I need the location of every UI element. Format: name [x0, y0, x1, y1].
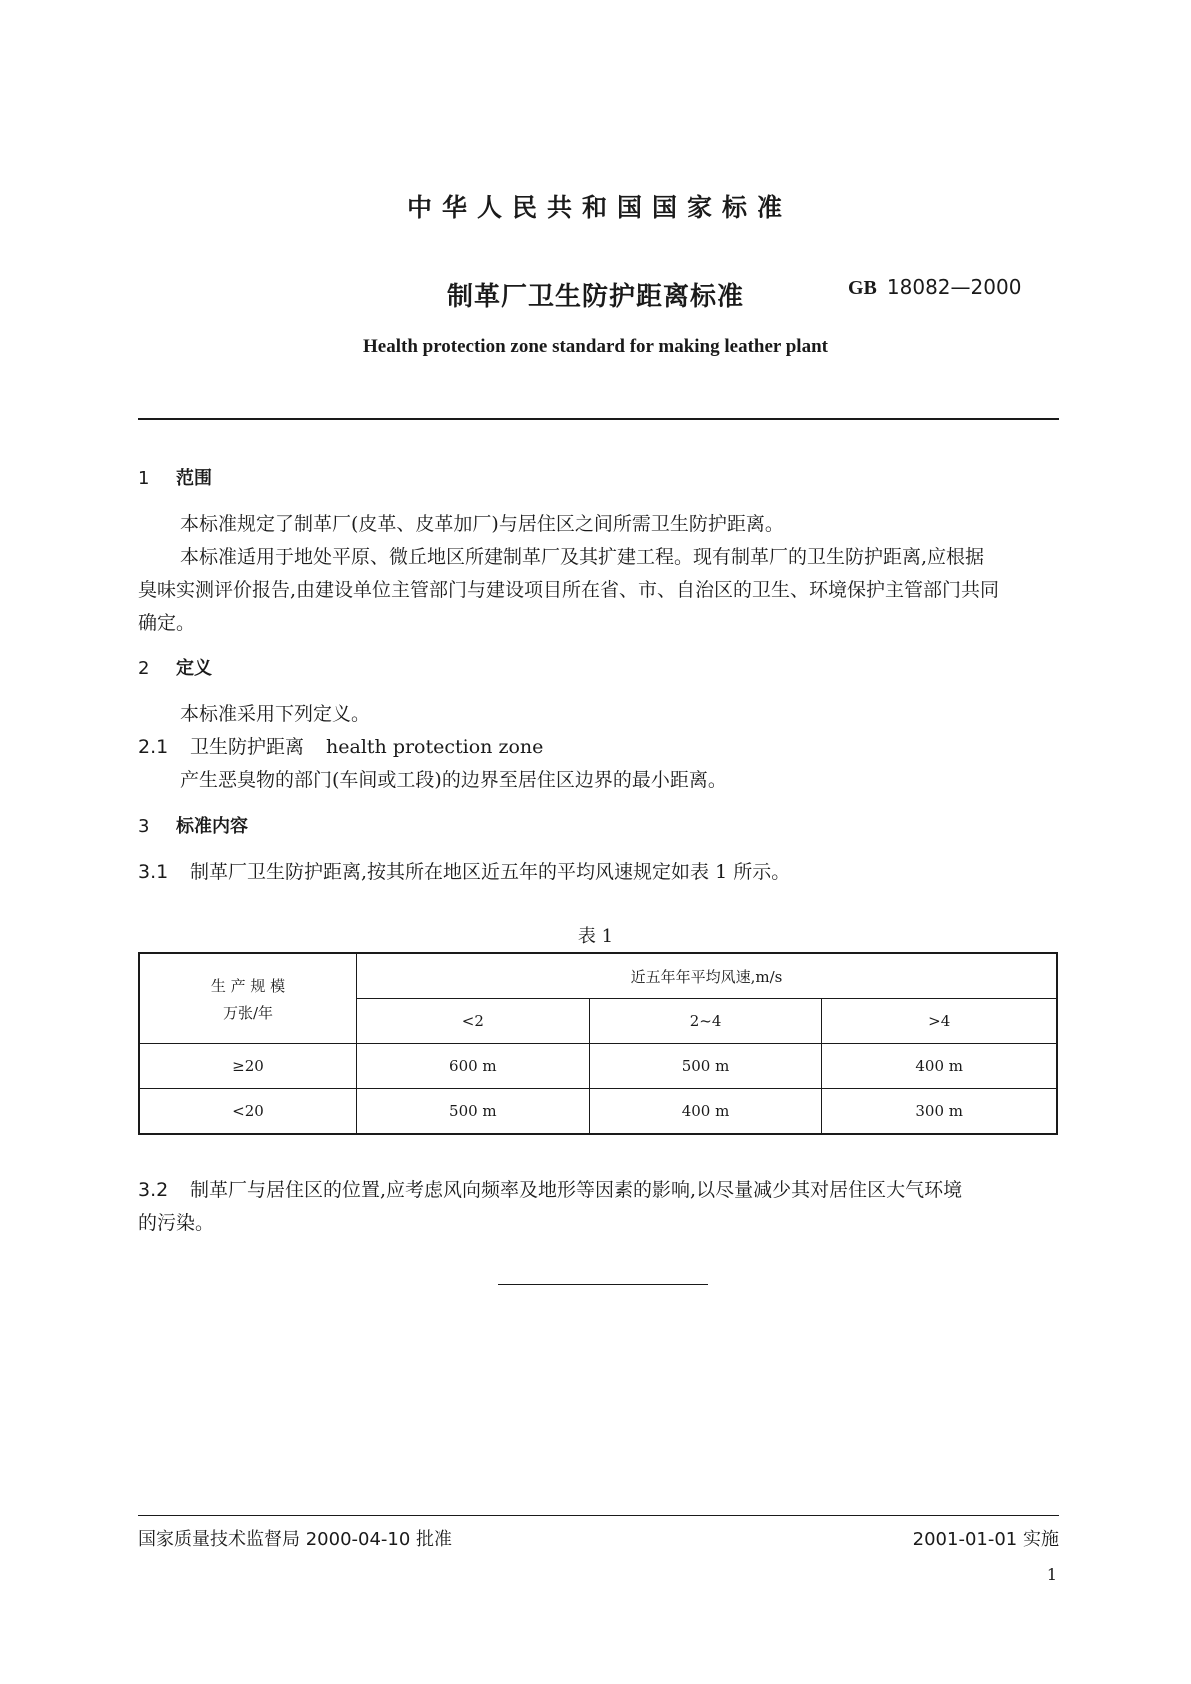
- section-1-para-2-line-2: 臭味实测评价报告,由建设单位主管部门与建设项目所在省、市、自治区的卫生、环境保护主管部门共同: [138, 579, 1000, 601]
- section-number: 1: [138, 468, 150, 489]
- wind-col-3: >4: [822, 999, 1057, 1044]
- definition-term-en: health protection zone: [326, 736, 544, 758]
- standard-code: [848, 275, 1021, 300]
- clause-3-1: [138, 856, 790, 889]
- implement-line: 2001-01-01 实施: [912, 1529, 1059, 1550]
- section-title: 定义: [176, 658, 212, 679]
- definition-text: 产生恶臭物的部门(车间或工段)的边界至居住区边界的最小距离。: [180, 769, 727, 791]
- value-cell: 500 m: [357, 1089, 590, 1135]
- clause-3-2-line-2: 的污染。: [138, 1212, 215, 1234]
- scale-cell: ≥20: [139, 1044, 357, 1089]
- table-caption: 表 1: [577, 926, 614, 947]
- approval-line: 国家质量技术监督局 2000-04-10 批准: [138, 1529, 453, 1550]
- clause-number: 3.1: [138, 861, 169, 883]
- standard-prefix: GB: [848, 277, 877, 299]
- wind-header-cell: 近五年年平均风速,m/s: [357, 953, 1058, 999]
- table-row: [139, 1089, 1057, 1135]
- header-rule: [138, 418, 1059, 420]
- definition-term: 卫生防护距离: [190, 736, 305, 758]
- scale-unit: 万张/年: [222, 1003, 274, 1022]
- clause-text: 制革厂卫生防护距离,按其所在地区近五年的平均风速规定如表 1 所示。: [190, 861, 791, 883]
- wind-col-1: <2: [357, 999, 590, 1044]
- scale-label: 生 产 规 模: [210, 976, 286, 995]
- end-rule: [498, 1284, 708, 1285]
- section-2-para-1: 本标准采用下列定义。: [180, 703, 371, 725]
- section-1-para-2-line-1: 本标准适用于地处平原、微丘地区所建制革厂及其扩建工程。现有制革厂的卫生防护距离,应根据: [180, 546, 985, 568]
- table-1: [138, 952, 1058, 1135]
- section-3-heading: [138, 812, 248, 838]
- section-number: 2: [138, 658, 150, 679]
- org-title: 中华人民共和国国家标准: [406, 193, 792, 222]
- clause-number: 3.2: [138, 1179, 169, 1201]
- section-1-para-2-line-3: 确定。: [138, 612, 196, 634]
- doc-title: 制革厂卫生防护距离标准: [446, 282, 744, 312]
- clause-text: 制革厂与居住区的位置,应考虑风向频率及地形等因素的影响,以尽量减少其对居住区大气环境: [190, 1179, 963, 1201]
- scale-header-cell: [139, 953, 357, 1044]
- value-cell: 300 m: [822, 1089, 1057, 1135]
- value-cell: 500 m: [589, 1044, 822, 1089]
- footer-rule: [138, 1515, 1059, 1516]
- standard-number: 18082—2000: [886, 275, 1022, 299]
- section-number: 3: [138, 816, 150, 837]
- value-cell: 400 m: [589, 1089, 822, 1135]
- scale-cell: <20: [139, 1089, 357, 1135]
- section-title: 范围: [176, 468, 212, 489]
- definition-2-1: [138, 731, 543, 764]
- section-title: 标准内容: [176, 816, 248, 837]
- section-1-para-1: 本标准规定了制革厂(皮革、皮革加厂)与居住区之间所需卫生防护距离。: [180, 513, 784, 535]
- section-1-heading: [138, 464, 212, 490]
- english-title: Health protection zone standard for making leather plant: [363, 336, 828, 357]
- wind-col-2: 2~4: [589, 999, 822, 1044]
- value-cell: 600 m: [357, 1044, 590, 1089]
- definition-number: 2.1: [138, 736, 169, 758]
- table-row: [139, 1044, 1057, 1089]
- page-number: 1: [1046, 1565, 1057, 1584]
- section-2-heading: [138, 654, 212, 680]
- table-header-row: [139, 953, 1057, 999]
- value-cell: 400 m: [822, 1044, 1057, 1089]
- clause-3-2: [138, 1174, 962, 1207]
